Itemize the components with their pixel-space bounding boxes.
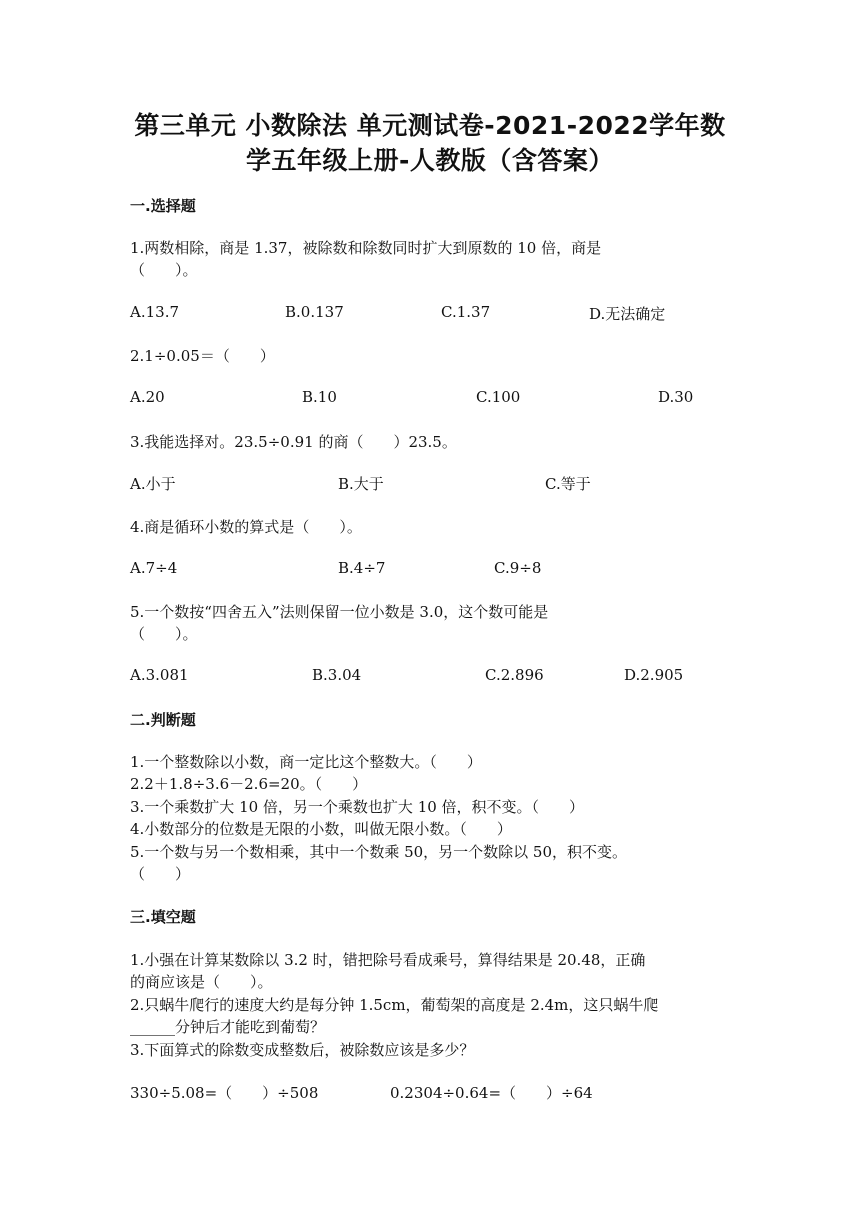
question-3-option-a: A.小于 [130,475,176,493]
question-3-option-b: B.大于 [338,475,384,493]
question-2-option-b: B.10 [302,388,337,406]
question-3-text: 3.我能选择对。23.5÷0.91 的商（ ）23.5。 [130,433,457,451]
question-5-text: 5.一个数按“四舍五入”法则保留一位小数是 3.0，这个数可能是 [130,603,549,621]
judgement-item-4: 4.小数部分的位数是无限的小数，叫做无限小数。（ ） [130,820,512,838]
judgement-item-5-cont: （ ） [130,865,191,883]
question-4-option-a: A.7÷4 [130,559,178,577]
question-2-text: 2.1÷0.05＝（ ） [130,347,275,365]
section-heading-judgement: 二.判断题 [130,711,196,729]
judgement-item-2: 2.2＋1.8÷3.6－2.6=20。（ ） [130,775,368,793]
fill-item-1: 1.小强在计算某数除以 3.2 时，错把除号看成乘号，算得结果是 20.48，正确 [130,951,646,969]
judgement-item-1: 1.一个整数除以小数，商一定比这个整数大。（ ） [130,753,482,771]
question-5-text-cont: （ ）。 [130,625,198,643]
question-1-text: 1.两数相除，商是 1.37，被除数和除数同时扩大到原数的 10 倍，商是 [130,239,602,257]
question-1-option-c: C.1.37 [441,303,491,321]
judgement-item-3: 3.一个乘数扩大 10 倍，另一个乘数也扩大 10 倍，积不变。（ ） [130,798,585,816]
question-4-text: 4.商是循环小数的算式是（ ）。 [130,518,362,536]
question-5-option-c: C.2.896 [485,666,544,684]
question-3-option-c: C.等于 [545,475,591,493]
fill-item-2-cont: ______分钟后才能吃到葡萄？ [130,1018,326,1036]
question-4-option-c: C.9÷8 [494,559,542,577]
fill-item-3: 3.下面算式的除数变成整数后，被除数应该是多少？ [130,1041,475,1059]
section-heading-fill-in: 三.填空题 [130,908,196,926]
question-2-option-a: A.20 [130,388,165,406]
question-5-option-b: B.3.04 [312,666,362,684]
fill-formula-2: 0.2304÷0.64=（ ）÷64 [390,1084,593,1102]
question-1-text-cont: （ ）。 [130,261,198,279]
question-1-option-b: B.0.137 [285,303,344,321]
question-1-option-d: D.无法确定 [589,305,666,323]
question-5-option-a: A.3.081 [130,666,189,684]
section-heading-choice: 一.选择题 [130,197,196,215]
question-5-option-d: D.2.905 [624,666,684,684]
page-title-line-2: 学五年级上册-人教版（含答案） [246,146,614,175]
fill-item-1-cont: 的商应该是（ ）。 [130,973,273,991]
page-title-line-1: 第三单元 小数除法 单元测试卷-2021-2022学年数 [134,111,726,140]
question-1-option-a: A.13.7 [130,303,179,321]
question-2-option-d: D.30 [658,388,694,406]
judgement-item-5: 5.一个数与另一个数相乘，其中一个数乘 50，另一个数除以 50，积不变。 [130,843,628,861]
fill-formula-1: 330÷5.08=（ ）÷508 [130,1084,319,1102]
fill-item-2: 2.只蜗牛爬行的速度大约是每分钟 1.5cm，葡萄架的高度是 2.4m，这只蜗牛爬 [130,996,659,1014]
question-2-option-c: C.100 [476,388,521,406]
question-4-option-b: B.4÷7 [338,559,386,577]
